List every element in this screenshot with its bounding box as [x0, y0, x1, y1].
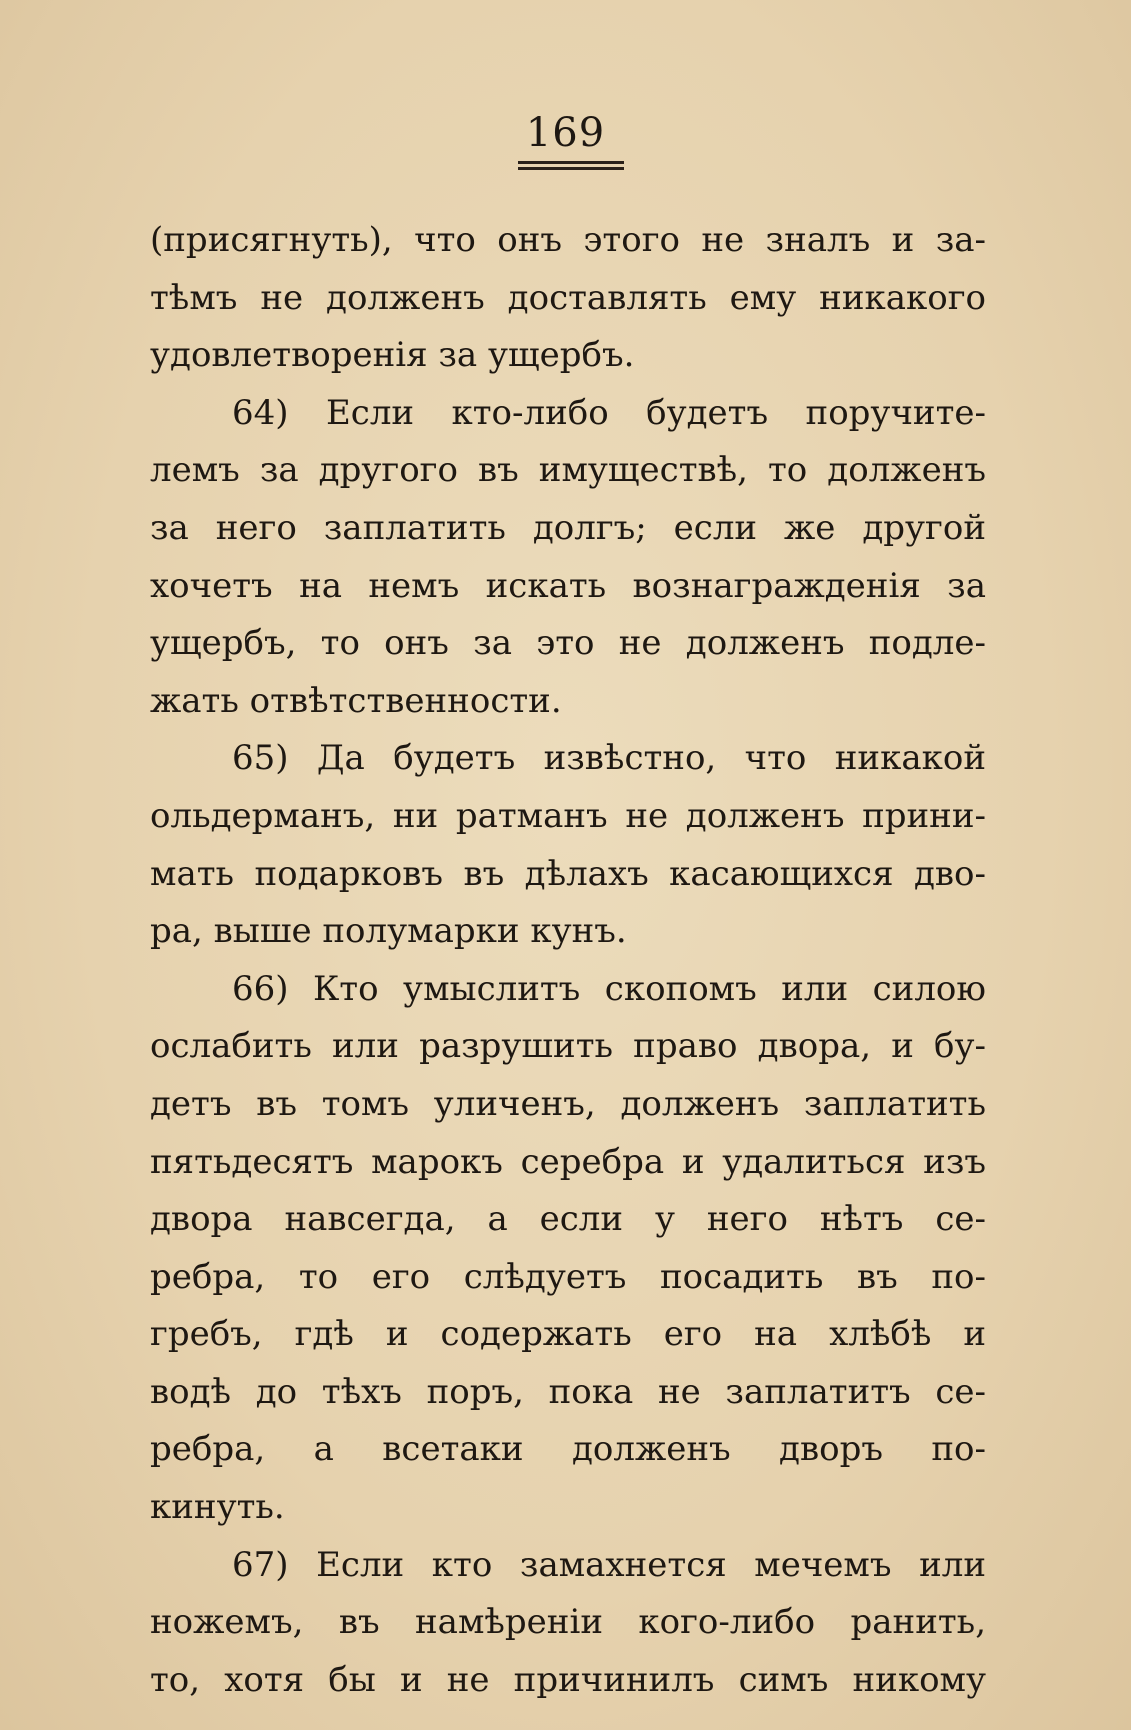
text-line: мать подарковъ въ дѣлахъ касающихся дво-: [150, 853, 986, 894]
text-line: хочетъ на немъ искать вознагражденія за: [150, 565, 986, 606]
text-line: гребъ, гдѣ и содержать его на хлѣбѣ и: [150, 1314, 986, 1355]
text-line: ра, выше полумарки кунъ.: [150, 911, 627, 952]
text-line: пятьдесятъ марокъ серебра и удалиться изъ: [150, 1141, 986, 1182]
text-line: 64) Если кто-либо будетъ поручите-: [232, 392, 986, 433]
page-number: 169: [525, 110, 606, 156]
text-line: ущербъ, то онъ за это не долженъ подле-: [150, 623, 986, 664]
text-line: за него заплатить долгъ; если же другой: [150, 507, 986, 548]
text-line: ребра, а всетаки долженъ дворъ по-: [150, 1429, 986, 1470]
text-line: 67) Если кто замахнется мечемъ или: [232, 1544, 986, 1585]
text-line: ножемъ, въ намѣреніи кого-либо ранить,: [150, 1602, 986, 1643]
text-line: ребра, то его слѣдуетъ посадить въ по-: [150, 1256, 986, 1297]
text-line: 65) Да будетъ извѣстно, что никакой: [232, 738, 986, 779]
text-line: детъ въ томъ уличенъ, долженъ заплатить: [150, 1083, 986, 1124]
text-line: водѣ до тѣхъ поръ, пока не заплатитъ се-: [150, 1371, 986, 1412]
header-rule-top: [518, 161, 624, 164]
text-line: удовлетворенія за ущербъ.: [150, 335, 635, 376]
text-line: кинуть.: [150, 1487, 285, 1528]
header-rule-bottom: [518, 167, 624, 170]
text-line: ольдерманъ, ни ратманъ не долженъ прини-: [150, 795, 986, 836]
text-line: двора навсегда, а если у него нѣтъ се-: [150, 1199, 986, 1240]
text-line: лемъ за другого въ имуществѣ, то долженъ: [150, 450, 986, 491]
text-line: то, хотя бы и не причинилъ симъ никому: [150, 1659, 986, 1700]
text-line: 66) Кто умыслитъ скопомъ или силою: [232, 968, 986, 1009]
text-line: ослабить или разрушить право двора, и бу-: [150, 1026, 986, 1067]
text-line: (присягнуть), что онъ этого не зналъ и за-: [150, 220, 986, 260]
body-text: [150, 212, 986, 1709]
text-line: тѣмъ не долженъ доставлять ему никакого: [150, 277, 986, 318]
text-line: жать отвѣтственности.: [150, 680, 562, 721]
